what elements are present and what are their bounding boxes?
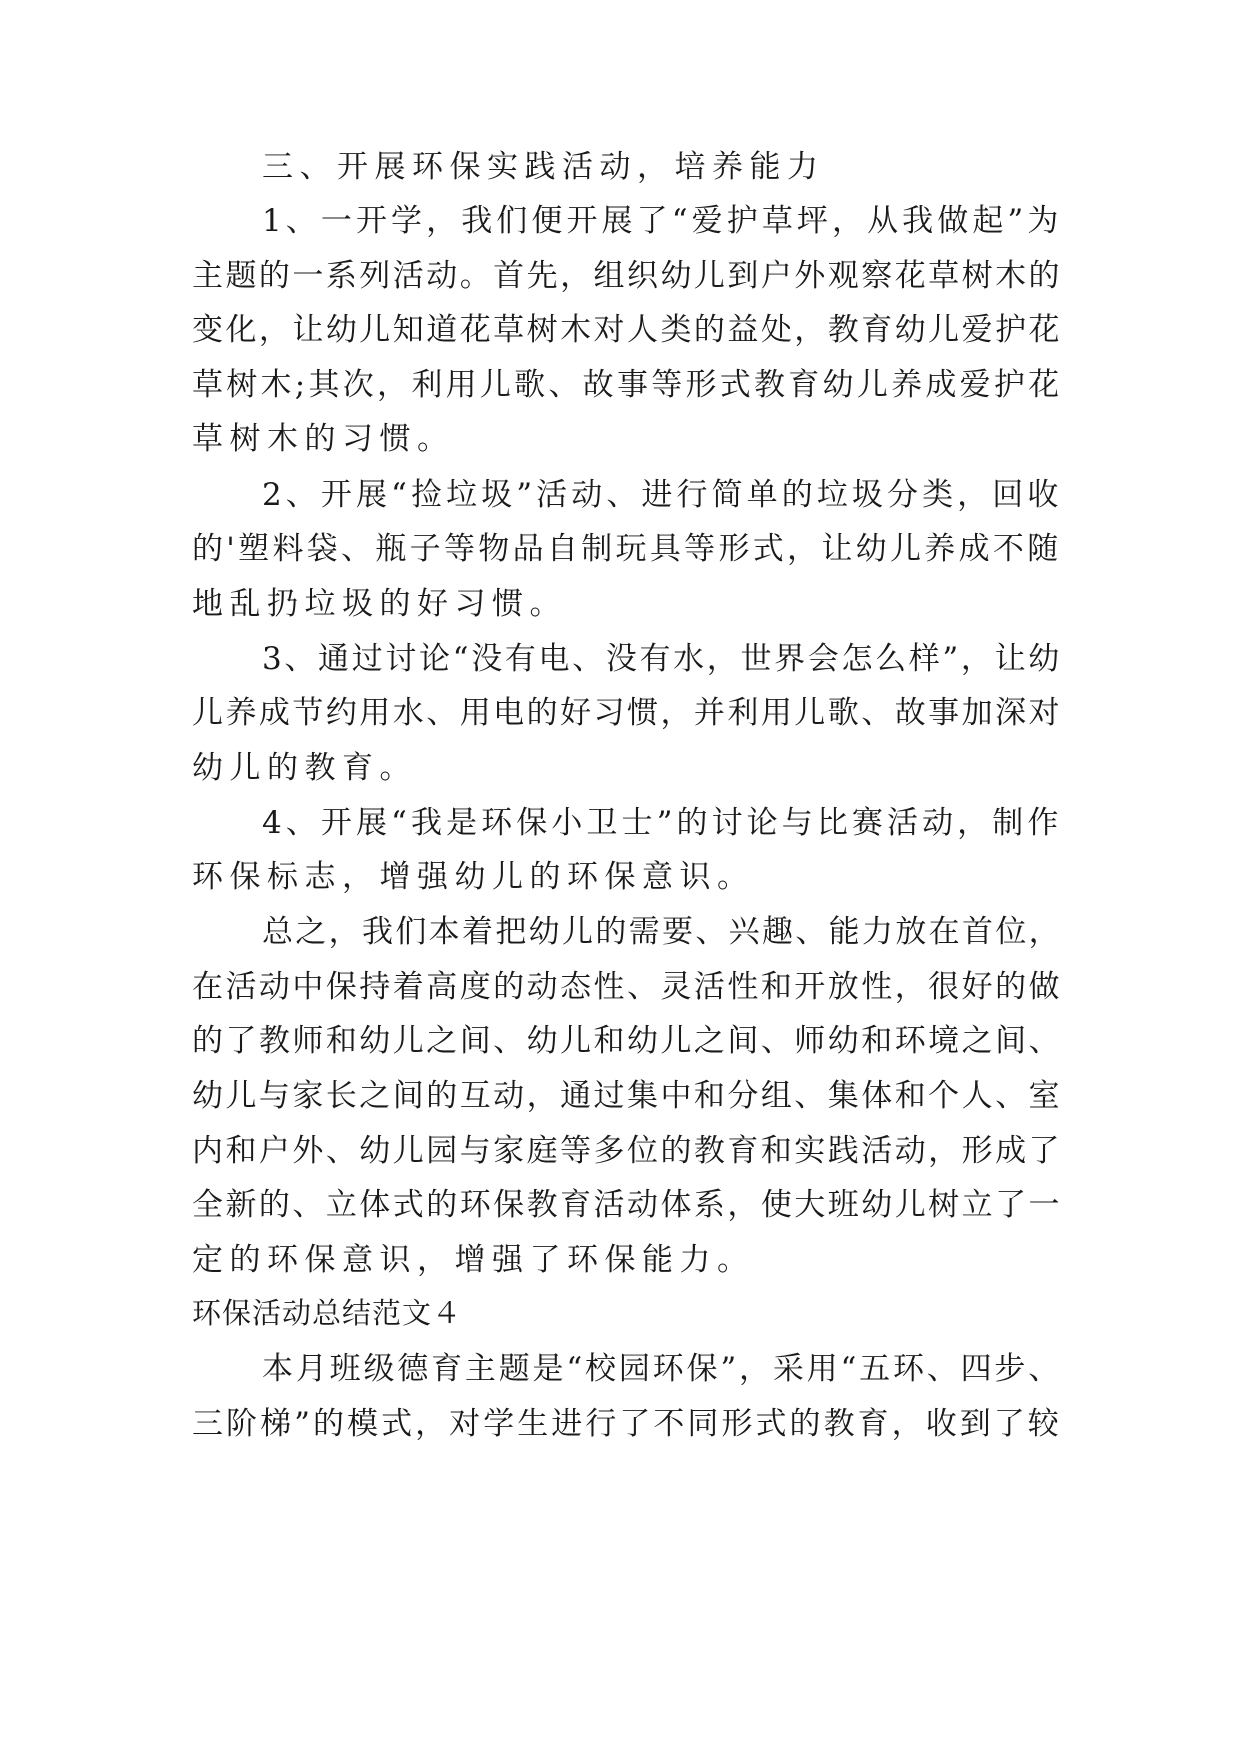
paragraph-line: 总之，我们本着把幼儿的需要、兴趣、能力放在首位， (262, 914, 1062, 950)
paragraph-line: 草树木;其次，利用儿歌、故事等形式教育幼儿养成爱护花 (192, 367, 1063, 403)
paragraph-line: 三阶梯”的模式，对学生进行了不同形式的教育，收到了较 (192, 1406, 1062, 1442)
paragraph-line: 变化，让幼儿知道花草树木对人类的益处，教育幼儿爱护花 (192, 312, 1062, 348)
section-heading: 三、开展环保实践活动，培养能力 (262, 149, 825, 185)
paragraph-line: 在活动中保持着高度的动态性、灵活性和开放性，很好的做 (192, 969, 1062, 1005)
paragraph-line: 4、开展“我是环保小卫士”的讨论与比赛活动，制作 (262, 805, 1063, 841)
paragraph-line: 地乱扔垃圾的好习惯。 (192, 586, 567, 622)
paragraph-line: 本月班级德育主题是“校园环保”，采用“五环、四步、 (262, 1351, 1063, 1387)
paragraph-line: 2、开展“捡垃圾”活动、进行简单的垃圾分类，回收 (262, 477, 1063, 513)
paragraph-line: 定的环保意识，增强了环保能力。 (192, 1242, 755, 1278)
paragraph-line: 的'塑料袋、瓶子等物品自制玩具等形式，让幼儿养成不随 (192, 531, 1062, 567)
paragraph-line: 幼儿与家长之间的互动，通过集中和分组、集体和个人、室 (192, 1078, 1062, 1114)
paragraph-line: 全新的、立体式的环保教育活动体系，使大班幼儿树立了一 (192, 1187, 1062, 1223)
paragraph-line: 的了教师和幼儿之间、幼儿和幼儿之间、师幼和环境之间、 (192, 1023, 1062, 1059)
paragraph-line: 内和户外、幼儿园与家庭等多位的教育和实践活动，形成了 (192, 1133, 1062, 1169)
article-title: 环保活动总结范文４ (192, 1296, 463, 1330)
paragraph-line: 3、通过讨论“没有电、没有水，世界会怎么样”，让幼 (262, 641, 1062, 677)
paragraph-line: 主题的一系列活动。首先，组织幼儿到户外观察花草树木的 (192, 258, 1062, 294)
paragraph-line: 环保标志，增强幼儿的环保意识。 (192, 859, 755, 895)
paragraph-line: 草树木的习惯。 (192, 421, 455, 457)
paragraph-line: 儿养成节约用水、用电的好习惯，并利用儿歌、故事加深对 (192, 695, 1062, 731)
paragraph-line: 幼儿的教育。 (192, 750, 417, 786)
paragraph-line: 1、一开学，我们便开展了“爱护草坪，从我做起”为 (262, 203, 1063, 239)
